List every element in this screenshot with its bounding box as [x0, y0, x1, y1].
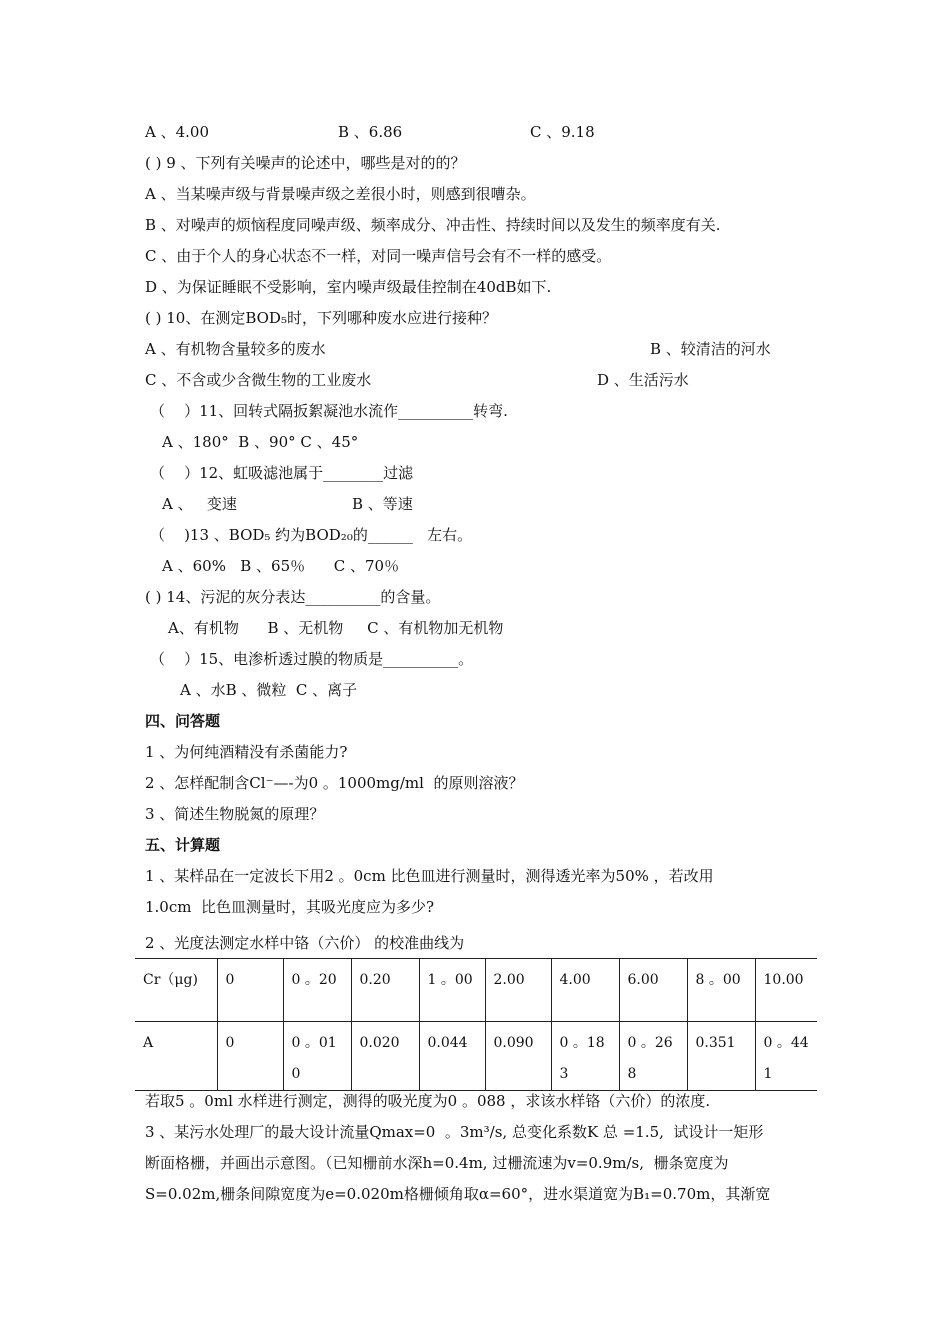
question-15: （ ）15、电渗析透过膜的物质是__________。 — [150, 650, 474, 668]
table-cell: 0 。010 — [283, 1022, 351, 1091]
table-row — [135, 1022, 817, 1091]
table-cell: 1 。00 — [419, 959, 485, 1022]
calc-2-question: 若取5 。0ml 水样进行测定，测得的吸光度为0 。088 ，求该水样铬（六价）的浓度. — [145, 1092, 711, 1110]
question-13: （ )13 、BOD₅ 约为BOD₂₀的______ 左右。 — [150, 526, 473, 544]
table-cell: 4.00 — [551, 959, 619, 1022]
question-9-option-a: A 、当某噪声级与背景噪声级之差很小时，则感到很嘈杂。 — [145, 185, 536, 203]
section-4-question-1: 1 、为何纯酒精没有杀菌能力? — [145, 743, 348, 761]
table-cell: 6.00 — [619, 959, 687, 1022]
question-10-option-b: B 、较清洁的河水 — [650, 340, 771, 358]
table-cell: 10.00 — [755, 959, 817, 1022]
calibration-table — [135, 958, 817, 1091]
table-cell: Cr（μg) — [135, 959, 217, 1022]
table-cell: 0 。20 — [283, 959, 351, 1022]
table-cell: 0.044 — [419, 1022, 485, 1091]
calc-3-line-2: 断面格栅，并画出示意图。（已知栅前水深h=0.4m, 过栅流速为v=0.9m/s, 栅条宽度为 — [145, 1154, 729, 1172]
question-14: ( ) 14、污泥的灰分表达__________的含量。 — [145, 588, 441, 606]
question-11: （ ）11、回转式隔扳絮凝池水流作__________转弯. — [150, 402, 508, 420]
calc-2-line: 2 、光度法测定水样中铬（六价） 的校准曲线为 — [145, 934, 465, 952]
option-a-line1: A 、4.00 — [145, 123, 209, 141]
table-cell: 0 — [217, 1022, 283, 1091]
question-10-option-a: A 、有机物含量较多的废水 — [145, 340, 326, 358]
calc-1-line-1: 1 、某样品在一定波长下用2 。0cm 比色皿进行测量时，测得透光率为50% ，若改用 — [145, 867, 714, 885]
question-13-options: A 、60% B 、65％ C 、70％ — [162, 557, 400, 575]
question-14-options: A、有机物 B 、无机物 C 、有机物加无机物 — [168, 619, 504, 637]
table-cell: 0 。268 — [619, 1022, 687, 1091]
table-cell: A — [135, 1022, 217, 1091]
question-9-option-d: D 、为保证睡眠不受影响，室内噪声级最佳控制在40dB如下. — [145, 278, 552, 296]
table-cell: 0.020 — [351, 1022, 419, 1091]
table-cell: 0.090 — [485, 1022, 551, 1091]
section-5-heading: 五、计算题 — [145, 836, 221, 854]
table-cell: 8 。00 — [687, 959, 755, 1022]
table-cell: 2.00 — [485, 959, 551, 1022]
table-cell: 0.351 — [687, 1022, 755, 1091]
calc-1-line-2: 1.0cm 比色皿测量时，其吸光度应为多少? — [145, 898, 435, 916]
table-cell: 0 — [217, 959, 283, 1022]
option-b-line1: B 、6.86 — [338, 123, 403, 141]
question-10: ( ) 10、在测定BOD₅时，下列哪种废水应进行接种？ — [145, 309, 497, 327]
question-15-options: A 、水B 、微粒 C 、离子 — [180, 681, 358, 699]
question-12-option-a: A 、 变速 — [162, 495, 237, 513]
calc-3-line-1: 3 、某污水处理厂的最大设计流量Qmax=0 。3m³/s, 总变化系数K 总 =1.5, 试设计一矩形 — [145, 1123, 764, 1141]
table-cell: 0 。183 — [551, 1022, 619, 1091]
calc-3-line-3: S=0.02m,栅条间隙宽度为e=0.020m格栅倾角取α=60°，进水渠道宽为B₁=0.70m，其渐宽 — [145, 1185, 771, 1203]
table-row — [135, 959, 817, 1022]
table-cell: 0.20 — [351, 959, 419, 1022]
question-10-option-d: D 、生活污水 — [597, 371, 689, 389]
section-4-question-2: 2 、怎样配制含Cl⁻—-为0 。1000mg/ml 的原则溶液？ — [145, 774, 524, 792]
section-4-heading: 四、问答题 — [145, 712, 221, 730]
question-12-option-b: B 、等速 — [352, 495, 413, 513]
question-11-options: A 、180° B 、90° C 、45° — [162, 433, 359, 451]
question-9-option-c: C 、由于个人的身心状态不一样，对同一噪声信号会有不一样的感受。 — [145, 247, 612, 265]
question-9-option-b: B 、对噪声的烦恼程度同噪声级、频率成分、冲击性、持续时间以及发生的频率度有关. — [145, 216, 721, 234]
question-12: （ ）12、虹吸滤池属于________过滤 — [150, 464, 414, 482]
table-cell: 0 。441 — [755, 1022, 817, 1091]
option-c-line1: C 、9.18 — [530, 123, 595, 141]
section-4-question-3: 3 、简述生物脱氮的原理？ — [145, 805, 325, 823]
question-10-option-c: C 、不含或少含微生物的工业废水 — [145, 371, 372, 389]
question-9: ( ) 9 、下列有关噪声的论述中，哪些是对的的？ — [145, 154, 466, 172]
